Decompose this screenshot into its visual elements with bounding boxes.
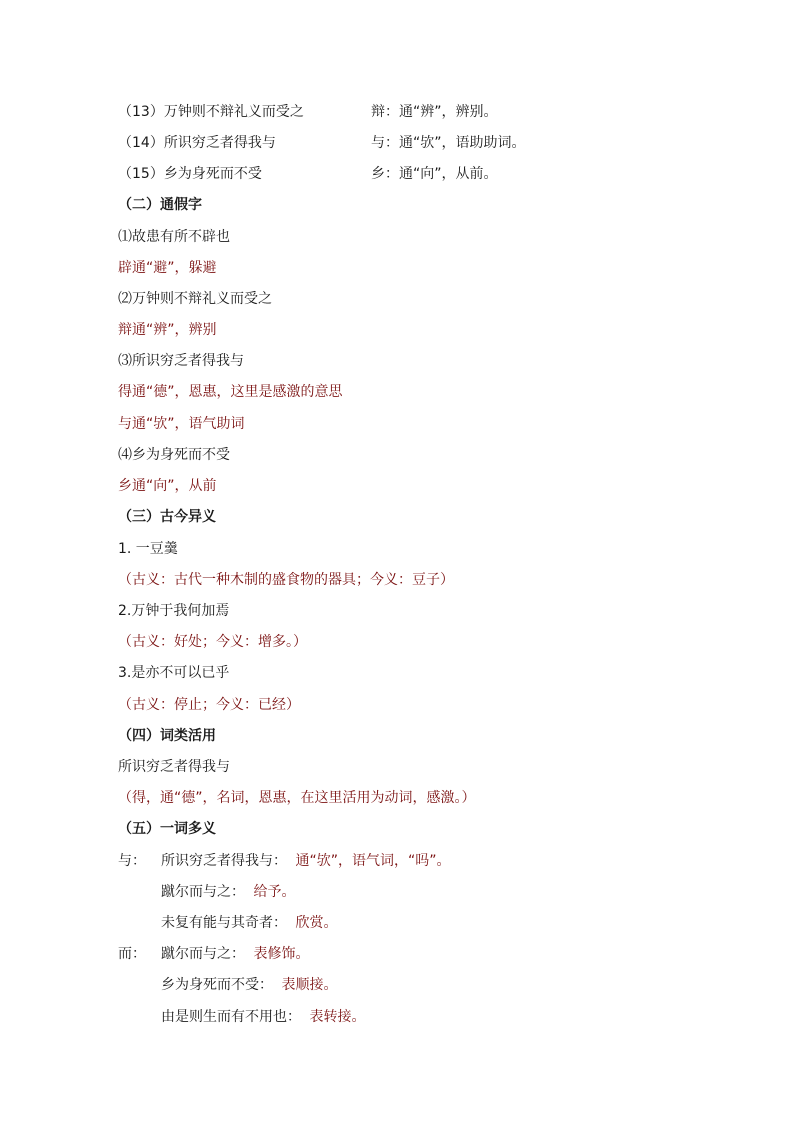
polysemy-char-yu: 与： xyxy=(118,853,146,869)
gujin-question-2: 2.万钟于我何加焉 xyxy=(118,603,230,619)
section-title-yiciduoyi: （五）一词多义 xyxy=(118,821,216,837)
polysemy-example: 蹴尔而与之： xyxy=(161,884,245,900)
section-title-gujinyiyi: （三）古今异义 xyxy=(118,509,216,525)
polysemy-char-er: 而： xyxy=(118,946,146,962)
polysemy-row xyxy=(161,882,295,902)
polysemy-example: 所识穷乏者得我与： xyxy=(161,853,287,869)
polysemy-meaning: 表转接。 xyxy=(309,1009,366,1025)
section-title-cileihuoyong: （四）词类活用 xyxy=(118,728,216,744)
tongjia-question-1: ⑴故患有所不辟也 xyxy=(118,229,230,245)
tongjia-question-2: ⑵万钟则不辩礼义而受之 xyxy=(118,291,272,307)
tongjia-answer-3a: 得通“德”，恩惠，这里是感激的意思 xyxy=(118,384,343,400)
note-15-gloss: 乡：通“向”，从前。 xyxy=(371,166,498,182)
gujin-question-3: 3.是亦不可以已乎 xyxy=(118,665,230,681)
gujin-answer-1: （古义：古代一种木制的盛食物的器具；今义：豆子） xyxy=(118,572,454,588)
note-14-gloss: 与：通“欤”，语助助词。 xyxy=(371,135,526,151)
polysemy-row xyxy=(161,851,450,871)
polysemy-row xyxy=(161,944,309,964)
polysemy-meaning: 通“欤”，语气词，“吗”。 xyxy=(295,853,451,869)
polysemy-row xyxy=(161,975,337,995)
polysemy-meaning: 给予。 xyxy=(253,884,296,900)
tongjia-answer-1: 辟通“避”，躲避 xyxy=(118,260,217,276)
note-13-gloss: 辩：通“辨”，辨别。 xyxy=(371,104,498,120)
polysemy-meaning: 欣赏。 xyxy=(295,915,338,931)
gujin-answer-3: （古义：停止；今义：已经） xyxy=(118,697,300,713)
note-14-text: （14）所识穷乏者得我与 xyxy=(118,135,276,151)
huoyong-question: 所识穷乏者得我与 xyxy=(118,759,230,775)
polysemy-example: 乡为身死而不受： xyxy=(161,977,273,993)
tongjia-answer-3b: 与通“欤”，语气助词 xyxy=(118,416,245,432)
polysemy-example: 蹴尔而与之： xyxy=(161,946,245,962)
polysemy-example: 未复有能与其奇者： xyxy=(161,915,287,931)
polysemy-row xyxy=(161,913,337,933)
polysemy-row xyxy=(161,1007,365,1027)
note-13-text: （13）万钟则不辩礼义而受之 xyxy=(118,104,304,120)
section-title-tongjiazi: （二）通假字 xyxy=(118,197,202,213)
huoyong-answer: （得，通“德”，名词，恩惠，在这里活用为动词，感激。） xyxy=(118,790,476,806)
polysemy-meaning: 表修饰。 xyxy=(253,946,310,962)
tongjia-answer-4: 乡通“向”，从前 xyxy=(118,478,217,494)
tongjia-question-4: ⑷乡为身死而不受 xyxy=(118,447,230,463)
tongjia-answer-2: 辩通“辨”，辨别 xyxy=(118,322,217,338)
polysemy-example: 由是则生而有不用也： xyxy=(161,1009,301,1025)
polysemy-meaning: 表顺接。 xyxy=(281,977,338,993)
gujin-question-1: 1. 一豆羹 xyxy=(118,541,178,557)
note-15-text: （15）乡为身死而不受 xyxy=(118,166,262,182)
tongjia-question-3: ⑶所识穷乏者得我与 xyxy=(118,353,244,369)
gujin-answer-2: （古义：好处；今义：增多。） xyxy=(118,634,307,650)
